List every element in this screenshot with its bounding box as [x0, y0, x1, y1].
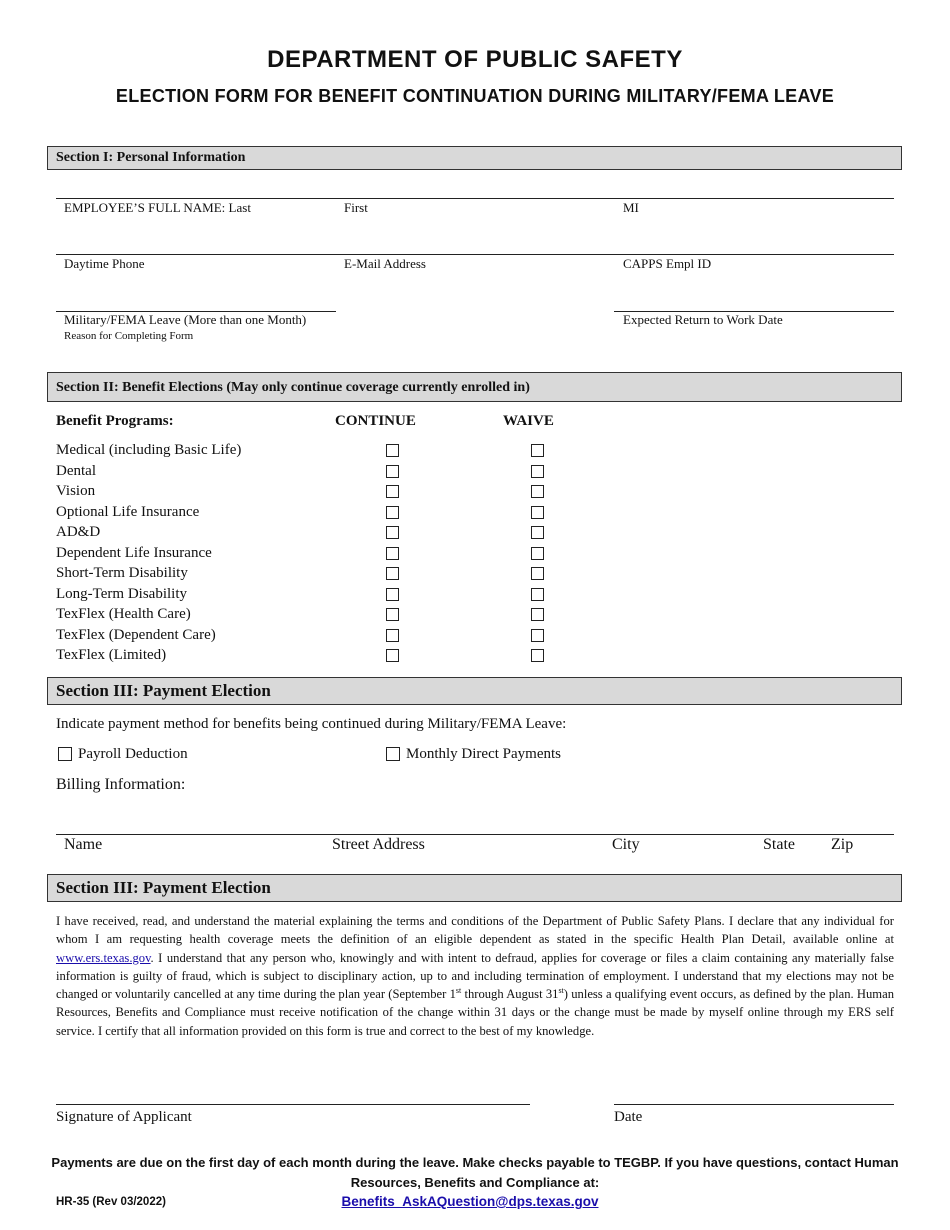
waive-checkbox[interactable]: [531, 485, 544, 498]
first-name-label: First: [344, 200, 368, 215]
reason-sublabel: Reason for Completing Form: [64, 330, 194, 342]
return-date-label: Expected Return to Work Date: [623, 312, 783, 327]
capps-id-label: CAPPS Empl ID: [623, 256, 712, 271]
certification-text-2: . I understand that any person who, knowingly and with intent to defraud, applies for coverage or files a claim containing any materially false information is guilty of fraud, which is subject to disciplinary action, up to and including termination of employment. I understand that my elections may not be changed or voluntarily cancelled at any time during the plan year (September 1: [56, 950, 894, 1002]
continue-checkbox[interactable]: [386, 547, 399, 560]
signature-label: Signature of Applicant: [56, 1109, 192, 1125]
payroll-deduction-checkbox[interactable]: [58, 747, 72, 761]
continue-checkbox[interactable]: [386, 629, 399, 642]
section-1-title: Section I: Personal Information: [56, 150, 246, 165]
benefit-program-label: Short-Term Disability: [56, 565, 188, 581]
billing-state-label: State: [763, 836, 795, 853]
mi-label: MI: [623, 200, 639, 215]
billing-city-label: City: [612, 836, 640, 853]
benefit-program-label: Long-Term Disability: [56, 585, 188, 602]
superscript-2: st: [558, 986, 564, 995]
waive-checkbox[interactable]: [531, 465, 544, 478]
waive-checkbox[interactable]: [531, 506, 544, 519]
last-name-label: EMPLOYEE’S FULL NAME: Last: [64, 200, 251, 215]
waive-checkbox[interactable]: [531, 588, 544, 601]
benefit-program-label: TexFlex (Health Care): [56, 606, 191, 622]
continue-checkbox[interactable]: [386, 649, 399, 662]
benefit-programs-header: Benefit Programs:: [56, 413, 174, 429]
billing-line: [56, 834, 894, 835]
certification-text-3: through August 31: [461, 987, 559, 1002]
monthly-direct-payments-label: Monthly Direct Payments: [406, 746, 561, 762]
form-title: ELECTION FORM FOR BENEFIT CONTINUATION DURING MILITARY/FEMA LEAVE: [115, 86, 835, 106]
billing-street-label: Street Address: [332, 836, 425, 853]
certification-text-1: I have received, read, and understand the material explaining the terms and conditions of the Department of Public Safety Plans. I declare that any individual for whom I am requesting health coverage meets the definition of an eligible dependent as stated in the specific Health Plan Detail, available online at: [56, 914, 894, 947]
department-title: DEPARTMENT OF PUBLIC SAFETY: [267, 46, 683, 73]
monthly-direct-payments-checkbox[interactable]: [386, 747, 400, 761]
continue-checkbox[interactable]: [386, 485, 399, 498]
continue-checkbox[interactable]: [386, 526, 399, 539]
contact-email-link[interactable]: Benefits_AskAQuestion@dps.texas.gov: [341, 1194, 599, 1209]
section-4-header: [47, 874, 902, 902]
continue-header: CONTINUE: [335, 413, 416, 429]
waive-checkbox[interactable]: [531, 547, 544, 560]
billing-info-label: Billing Information:: [56, 776, 186, 793]
section-2-title: Section II: Benefit Elections (May only continue coverage currently enrolled in): [56, 380, 530, 395]
benefit-program-label: TexFlex (Dependent Care): [56, 626, 216, 643]
footer-email-wrap: [0, 1193, 940, 1211]
waive-checkbox[interactable]: [531, 526, 544, 539]
email-label: E-Mail Address: [344, 256, 426, 271]
date-label: Date: [614, 1109, 643, 1125]
continue-checkbox[interactable]: [386, 567, 399, 580]
section-3-header: [47, 677, 902, 705]
payroll-deduction-label: Payroll Deduction: [78, 746, 188, 762]
benefit-program-label: AD&D: [56, 524, 101, 540]
billing-name-label: Name: [64, 836, 103, 853]
waive-checkbox[interactable]: [531, 629, 544, 642]
waive-checkbox[interactable]: [531, 444, 544, 457]
section-3-title: Section III: Payment Election: [56, 681, 271, 700]
waive-checkbox[interactable]: [531, 649, 544, 662]
continue-checkbox[interactable]: [386, 588, 399, 601]
form-number: HR-35 (Rev 03/2022): [56, 1196, 166, 1208]
date-line: [614, 1104, 894, 1105]
benefit-program-label: Dependent Life Insurance: [56, 544, 212, 561]
continue-checkbox[interactable]: [386, 506, 399, 519]
benefit-program-label: TexFlex (Limited): [56, 647, 167, 663]
continue-checkbox[interactable]: [386, 444, 399, 457]
superscript-1: st: [455, 986, 462, 995]
ers-link[interactable]: www.ers.texas.gov: [56, 950, 151, 965]
continue-checkbox[interactable]: [386, 608, 399, 621]
waive-header: WAIVE: [503, 413, 554, 429]
continue-checkbox[interactable]: [386, 465, 399, 478]
benefit-program-label: Medical (including Basic Life): [56, 442, 242, 458]
certification-paragraph: [56, 912, 894, 1040]
contact-line: [56, 254, 894, 255]
reason-label: Military/FEMA Leave (More than one Month): [64, 312, 307, 327]
section-2-header: [47, 372, 902, 402]
payment-instruction: Indicate payment method for benefits being continued during Military/FEMA Leave:: [56, 716, 567, 732]
section-1-header: [47, 146, 902, 170]
section-4-title: Section III: Payment Election: [56, 878, 271, 897]
benefit-program-label: Optional Life Insurance: [56, 503, 200, 520]
certification-text-4: ) unless a qualifying event occurs, as defined by the plan. Human Resources, Benefits and Compliance must receive notification of the change within 31 days or the change must be made by myself online through my ERS self service. I certify that all information provided on this form is true and correct to the best of my knowledge.: [56, 987, 894, 1038]
signature-line: [56, 1104, 530, 1105]
benefit-program-label: Vision: [56, 483, 96, 499]
phone-label: Daytime Phone: [64, 256, 145, 271]
waive-checkbox[interactable]: [531, 608, 544, 621]
name-line: [56, 198, 894, 199]
billing-zip-label: Zip: [831, 836, 854, 853]
payment-notice: Payments are due on the first day of each month during the leave. Make checks payable to TEGBP. If you have questions, contact Human Resources, Benefits and Compliance at:: [51, 1155, 899, 1190]
waive-checkbox[interactable]: [531, 567, 544, 580]
benefit-program-label: Dental: [56, 462, 96, 479]
